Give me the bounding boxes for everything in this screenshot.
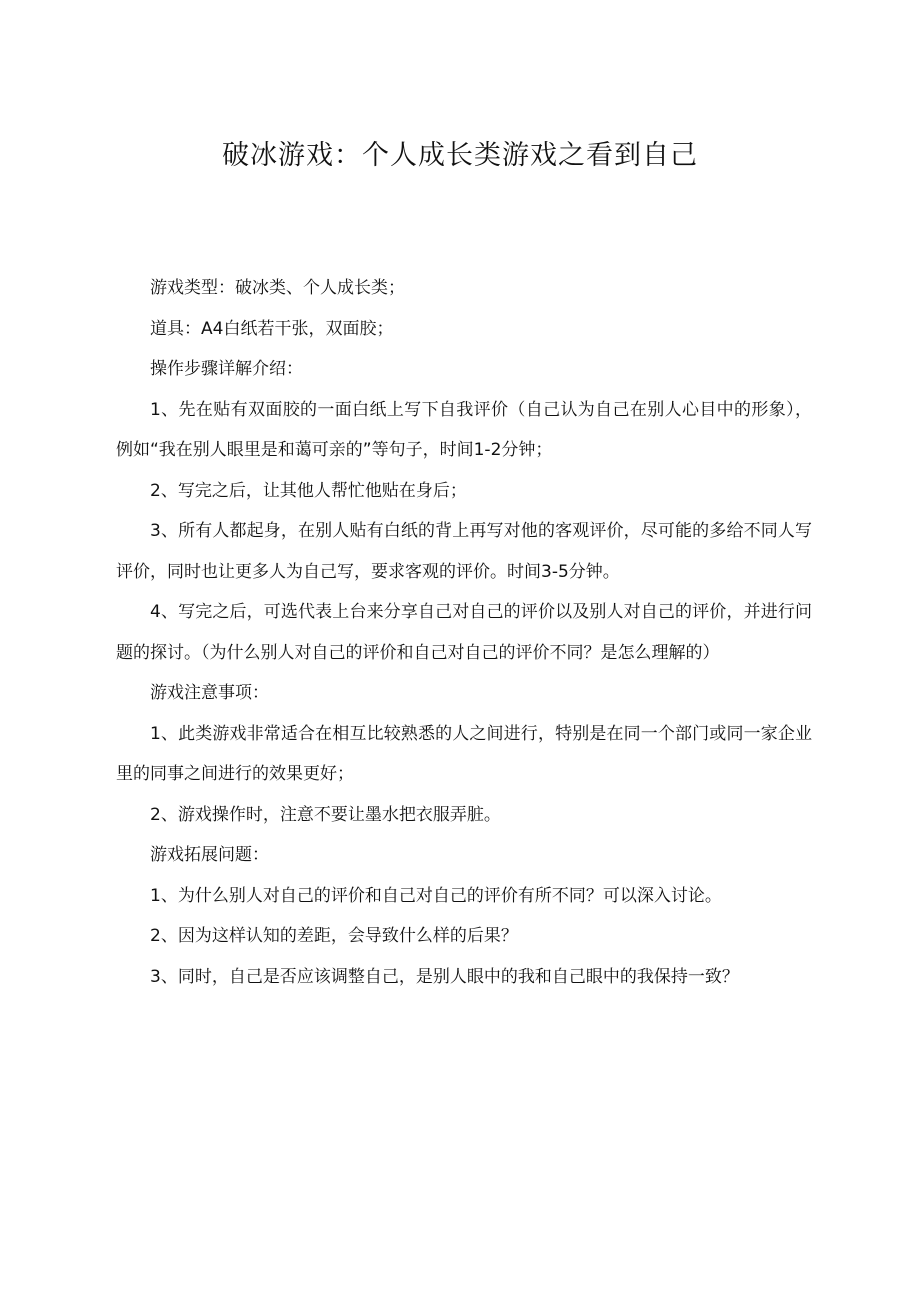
paragraph-question-2: 2、因为这样认知的差距，会导致什么样的后果？ — [150, 926, 518, 946]
paragraph-note-1: 1、此类游戏非常适合在相互比较熟悉的人之间进行，特别是在同一个部门或同一家企业里的同事之间进行的效果更好； — [116, 723, 812, 784]
paragraph-steps-heading: 操作步骤详解介绍： — [150, 359, 303, 379]
document-body — [116, 268, 812, 997]
document-title: 破冰游戏：个人成长类游戏之看到自己 — [222, 140, 698, 171]
paragraph-notes-heading: 游戏注意事项： — [150, 683, 269, 703]
paragraph-note-2: 2、游戏操作时，注意不要让墨水把衣服弄脏。 — [150, 804, 501, 825]
paragraph-game-type: 游戏类型：破冰类、个人成长类； — [150, 278, 405, 298]
paragraph-step-3: 3、所有人都起身，在别人贴有白纸的背上再写对他的客观评价，尽可能的多给不同人写评价，同时也让更多人为自己写，要求客观的评价。时间3-5分钟。 — [116, 521, 812, 582]
paragraph-props: 道具：A4白纸若干张，双面胶； — [150, 318, 394, 339]
paragraph-step-4: 4、写完之后，可选代表上台来分享自己对自己的评价以及别人对自己的评价，并进行问题的探讨。（为什么别人对自己的评价和自己对自己的评价不同？是怎么理解的） — [116, 602, 812, 663]
paragraph-question-3: 3、同时，自己是否应该调整自己，是别人眼中的我和自己眼中的我保持一致？ — [150, 966, 739, 987]
paragraph-step-1: 1、先在贴有双面胶的一面白纸上写下自我评价（自己认为自己在别人心目中的形象），例如“我在别人眼里是和蔼可亲的”等句子，时间1-2分钟； — [116, 399, 812, 460]
paragraph-step-2: 2、写完之后，让其他人帮忙他贴在身后； — [150, 480, 467, 501]
paragraph-questions-heading: 游戏拓展问题： — [150, 845, 269, 865]
paragraph-question-1: 1、为什么别人对自己的评价和自己对自己的评价有所不同？可以深入讨论。 — [150, 885, 722, 906]
